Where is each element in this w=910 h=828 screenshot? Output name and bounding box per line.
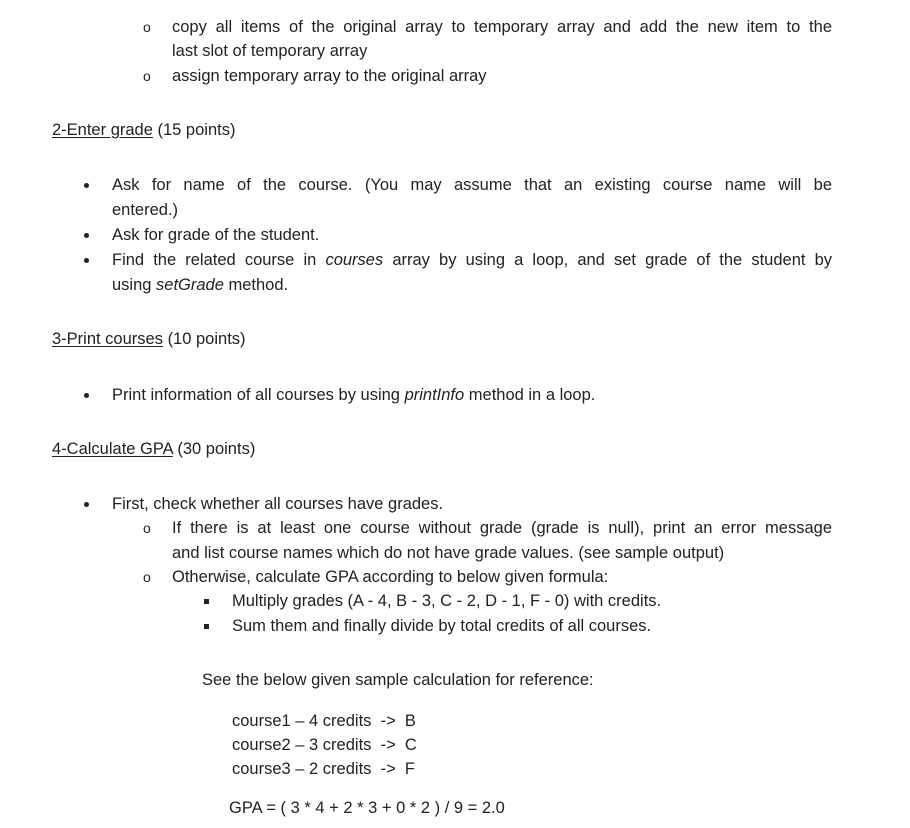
list-item-text: and list course names which do not have grade values. (see sample output) bbox=[172, 544, 725, 562]
list-item-text: Otherwise, calculate GPA according to below given formula: bbox=[172, 568, 609, 586]
bullet-marker bbox=[84, 258, 89, 263]
sample-intro: See the below given sample calculation for reference: bbox=[202, 671, 594, 689]
bullet-marker bbox=[84, 183, 89, 188]
bullet-marker bbox=[84, 502, 89, 507]
list-item-text: assign temporary array to the original array bbox=[172, 67, 487, 85]
list-item-text: entered.) bbox=[112, 201, 179, 219]
sub-bullet-marker: o bbox=[143, 569, 151, 585]
sub-bullet-marker: o bbox=[143, 520, 151, 536]
list-item-text: Print information of all courses by using printInfo method in a loop. bbox=[112, 386, 596, 404]
section-points: (30 points) bbox=[177, 440, 256, 458]
sub-bullet-marker: o bbox=[143, 68, 151, 84]
section-heading bbox=[52, 437, 255, 461]
section-title: 4-Calculate GPA bbox=[52, 440, 173, 458]
list-item-text: Sum them and finally divide by total credits of all courses. bbox=[232, 617, 652, 635]
bullet-marker bbox=[84, 393, 89, 398]
list-item-text: Find the related course in courses array by using a loop, and set grade of the student by bbox=[112, 251, 833, 269]
square-bullet-marker bbox=[204, 599, 209, 604]
list-item-text: Multiply grades (A - 4, B - 3, C - 2, D - 1, F - 0) with credits. bbox=[232, 592, 662, 610]
section-heading bbox=[52, 327, 246, 351]
square-bullet-marker bbox=[204, 624, 209, 629]
bullet-marker bbox=[84, 233, 89, 238]
section-heading bbox=[52, 118, 235, 142]
list-item-text: copy all items of the original array to temporary array and add the new item to the bbox=[172, 18, 832, 36]
list-item-text: Ask for name of the course. (You may assume that an existing course name will be bbox=[112, 176, 832, 194]
sample-line: course2 – 3 credits -> C bbox=[232, 736, 417, 754]
section-points: (15 points) bbox=[157, 121, 236, 139]
list-item-text: Ask for grade of the student. bbox=[112, 226, 320, 244]
gpa-formula: GPA = ( 3 * 4 + 2 * 3 + 0 * 2 ) / 9 = 2.0 bbox=[229, 799, 505, 817]
section-title: 3-Print courses bbox=[52, 330, 163, 348]
list-item-text: last slot of temporary array bbox=[172, 42, 368, 60]
list-item-text: If there is at least one course without grade (grade is null), print an error message bbox=[172, 519, 832, 537]
list-item-text: using setGrade method. bbox=[112, 276, 289, 294]
sample-line: course1 – 4 credits -> B bbox=[232, 712, 416, 730]
list-item-text: First, check whether all courses have grades. bbox=[112, 495, 444, 513]
section-title: 2-Enter grade bbox=[52, 121, 153, 139]
section-points: (10 points) bbox=[167, 330, 246, 348]
sample-line: course3 – 2 credits -> F bbox=[232, 760, 415, 778]
sub-bullet-marker: o bbox=[143, 19, 151, 35]
